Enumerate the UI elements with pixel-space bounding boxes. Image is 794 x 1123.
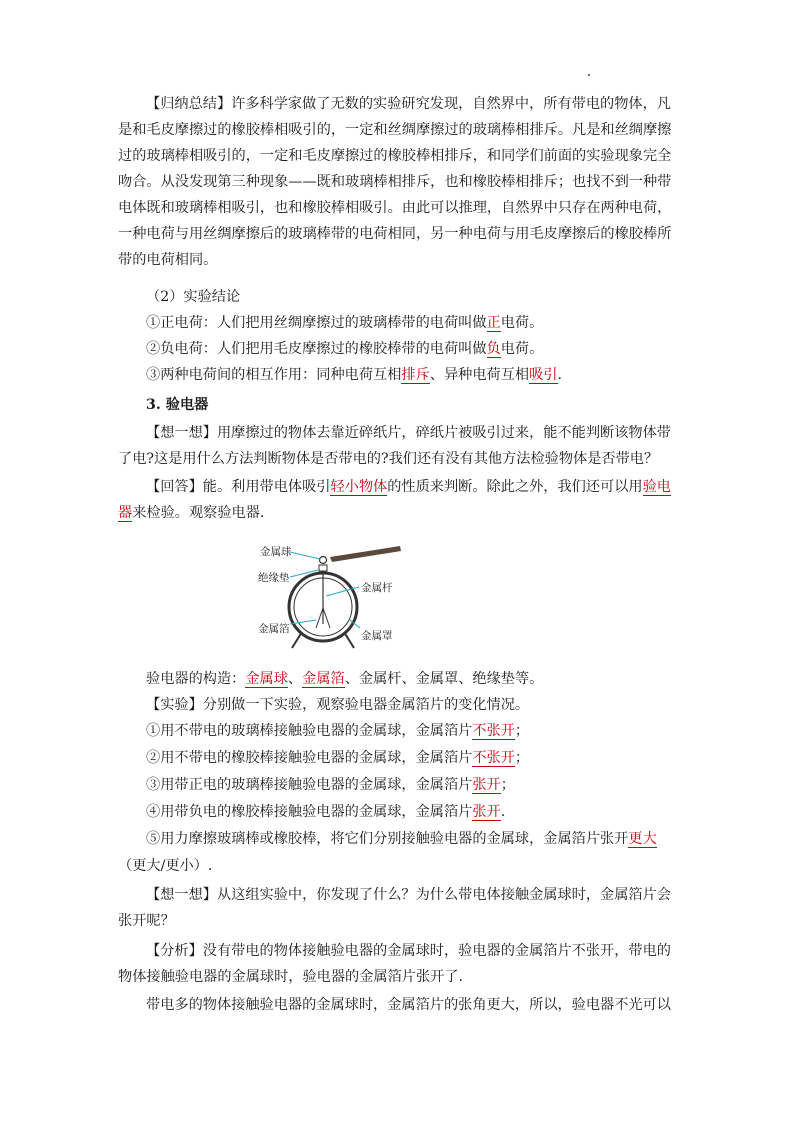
answer-blank: 正 <box>486 315 501 331</box>
summary-line: 带的电荷相同。 <box>118 252 218 268</box>
summary-line: 是和毛皮摩擦过的橡胶棒相吸引的，一定和丝绸摩擦过的玻璃棒相排斥。凡是和丝绸摩擦 <box>118 122 672 138</box>
electroscope-diagram <box>250 538 420 650</box>
answer-blank: 负 <box>486 341 501 357</box>
text: ①用不带电的玻璃棒接触验电器的金属球，金属箔片 <box>146 723 473 739</box>
structure-line <box>146 666 706 692</box>
experiment-item <box>146 718 706 744</box>
text: ； <box>500 777 515 793</box>
text: ④用带负电的橡胶棒接触验电器的金属球，金属箔片 <box>146 804 473 820</box>
text: 【回答】能。利用带电体吸引 <box>146 479 331 495</box>
text: ③用带正电的玻璃棒接触验电器的金属球，金属箔片 <box>146 777 473 793</box>
stand-leg <box>344 632 354 648</box>
text: 验电器的构造： <box>146 671 246 687</box>
summary-line: 【归纳总结】许多科学家做了无数的实验研究发现，自然界中，所有带电的物体，凡 <box>146 96 671 112</box>
experiment-item <box>146 799 706 825</box>
text: ①正电荷：人们把用丝绸摩擦过的玻璃棒带的电荷叫做 <box>146 315 487 331</box>
page-mark <box>588 74 590 76</box>
answer-line <box>118 500 678 526</box>
text: ②用不带电的橡胶棒接触验电器的金属球，金属箔片 <box>146 750 473 766</box>
text: ； <box>514 723 530 739</box>
conclusion-item-positive <box>146 310 706 336</box>
label-metal-foil: 金属箔 <box>258 623 290 635</box>
text: 电荷。 <box>500 341 544 357</box>
answer-blank: 更大 <box>628 831 657 847</box>
stand-leg <box>292 632 302 648</box>
text: 的性质来判断。除此之外，我们还可以用 <box>387 479 643 495</box>
charging-rod <box>330 546 401 562</box>
text: 电荷。 <box>500 315 544 331</box>
text: 、 <box>287 671 303 687</box>
summary-line: 吻合。从没发现第三种现象——既和玻璃棒相排斥，也和橡胶棒相排斥；也找不到一种带 <box>118 174 672 190</box>
conclusion-item-negative <box>146 336 706 362</box>
answer-blank: 排斥 <box>401 367 430 383</box>
answer-blank: 不张开 <box>472 723 515 739</box>
label-metal-cover: 金属罩 <box>361 630 393 642</box>
label-insulating-pad: 绝缘垫 <box>258 572 290 584</box>
conclusion-item-interaction <box>146 362 706 388</box>
conclusion-heading: （2）实验结论 <box>146 289 241 305</box>
summary-line: 过的玻璃棒相吸引的，一定和毛皮摩擦过的橡胶棒相排斥，和同学们前面的实验现象完全 <box>118 148 672 164</box>
insulating-pad <box>319 565 327 571</box>
answer-blank: 张开 <box>472 777 501 793</box>
text: ③两种电荷间的相互作用：同种电荷互相 <box>146 367 402 383</box>
answer-blank: 验电 <box>642 479 671 495</box>
experiment-item <box>146 772 706 798</box>
answer-blank: 轻小物体 <box>330 479 388 495</box>
analysis-line: 带电多的物体接触验电器的金属球时，金属箔片的张角更大，所以，验电器不光可以 <box>146 997 671 1013</box>
label-metal-ball: 金属球 <box>260 546 292 558</box>
text: 来检验。观察验电器. <box>132 505 265 521</box>
label-metal-rod: 金属杆 <box>361 582 393 594</box>
metal-ball <box>320 557 327 564</box>
answer-blank: 不张开 <box>472 750 515 766</box>
text: 、异种电荷互相 <box>429 367 530 383</box>
leader-line <box>290 552 320 559</box>
analysis-line: 【分析】没有带电的物体接触验电器的金属球时，验电器的金属箔片不张开，带电的 <box>146 943 671 959</box>
text: . <box>500 804 506 820</box>
think-line: 【想一想】从这组实验中，你发现了什么？为什么带电体接触金属球时，金属箔片会 <box>146 887 671 903</box>
summary-line: 电体既和玻璃棒相吸引，也和橡胶棒相吸引。由此可以推理，自然界中只存在两种电荷， <box>118 200 672 216</box>
analysis-line: 物体接触验电器的金属球时，验电器的金属箔片张开了. <box>118 969 464 985</box>
experiment-item <box>146 745 706 771</box>
experiment-intro: 【实验】分别做一下实验，观察验电器金属箔片的变化情况。 <box>146 697 530 713</box>
text: ②负电荷：人们把用毛皮摩擦过的橡胶棒带的电荷叫做 <box>146 341 487 357</box>
think-line: 了电?这是用什么方法判断物体是否带电的?我们还有没有其他方法检验物体是否带电？ <box>118 451 659 467</box>
think-line: 张开呢？ <box>118 913 175 929</box>
answer-blank: 张开 <box>472 804 501 820</box>
answer-blank: 吸引 <box>529 367 558 383</box>
think-line: 【想一想】用摩擦过的物体去靠近碎纸片，碎纸片被吸引过来，能不能判断该物体带 <box>146 425 671 441</box>
answer-line <box>146 474 706 500</box>
summary-line: 一种电荷与用丝绸摩擦后的玻璃棒带的电荷相同，另一种电荷与用毛皮摩擦后的橡胶棒所 <box>118 226 672 242</box>
text: . <box>557 367 563 383</box>
text: ⑤用力摩擦玻璃棒或橡胶棒，将它们分别接触验电器的金属球，金属箔片张开 <box>146 831 629 847</box>
answer-blank: 金属球 <box>245 671 288 687</box>
experiment-item <box>146 826 706 852</box>
answer-blank: 器 <box>118 505 133 521</box>
experiment-item-cont: （更大/更小）. <box>118 858 213 874</box>
text: ； <box>514 750 530 766</box>
section-heading: 3. 验电器 <box>146 397 209 413</box>
text: 、金属杆、金属罩、绝缘垫等。 <box>344 671 544 687</box>
answer-blank: 金属箔 <box>302 671 345 687</box>
